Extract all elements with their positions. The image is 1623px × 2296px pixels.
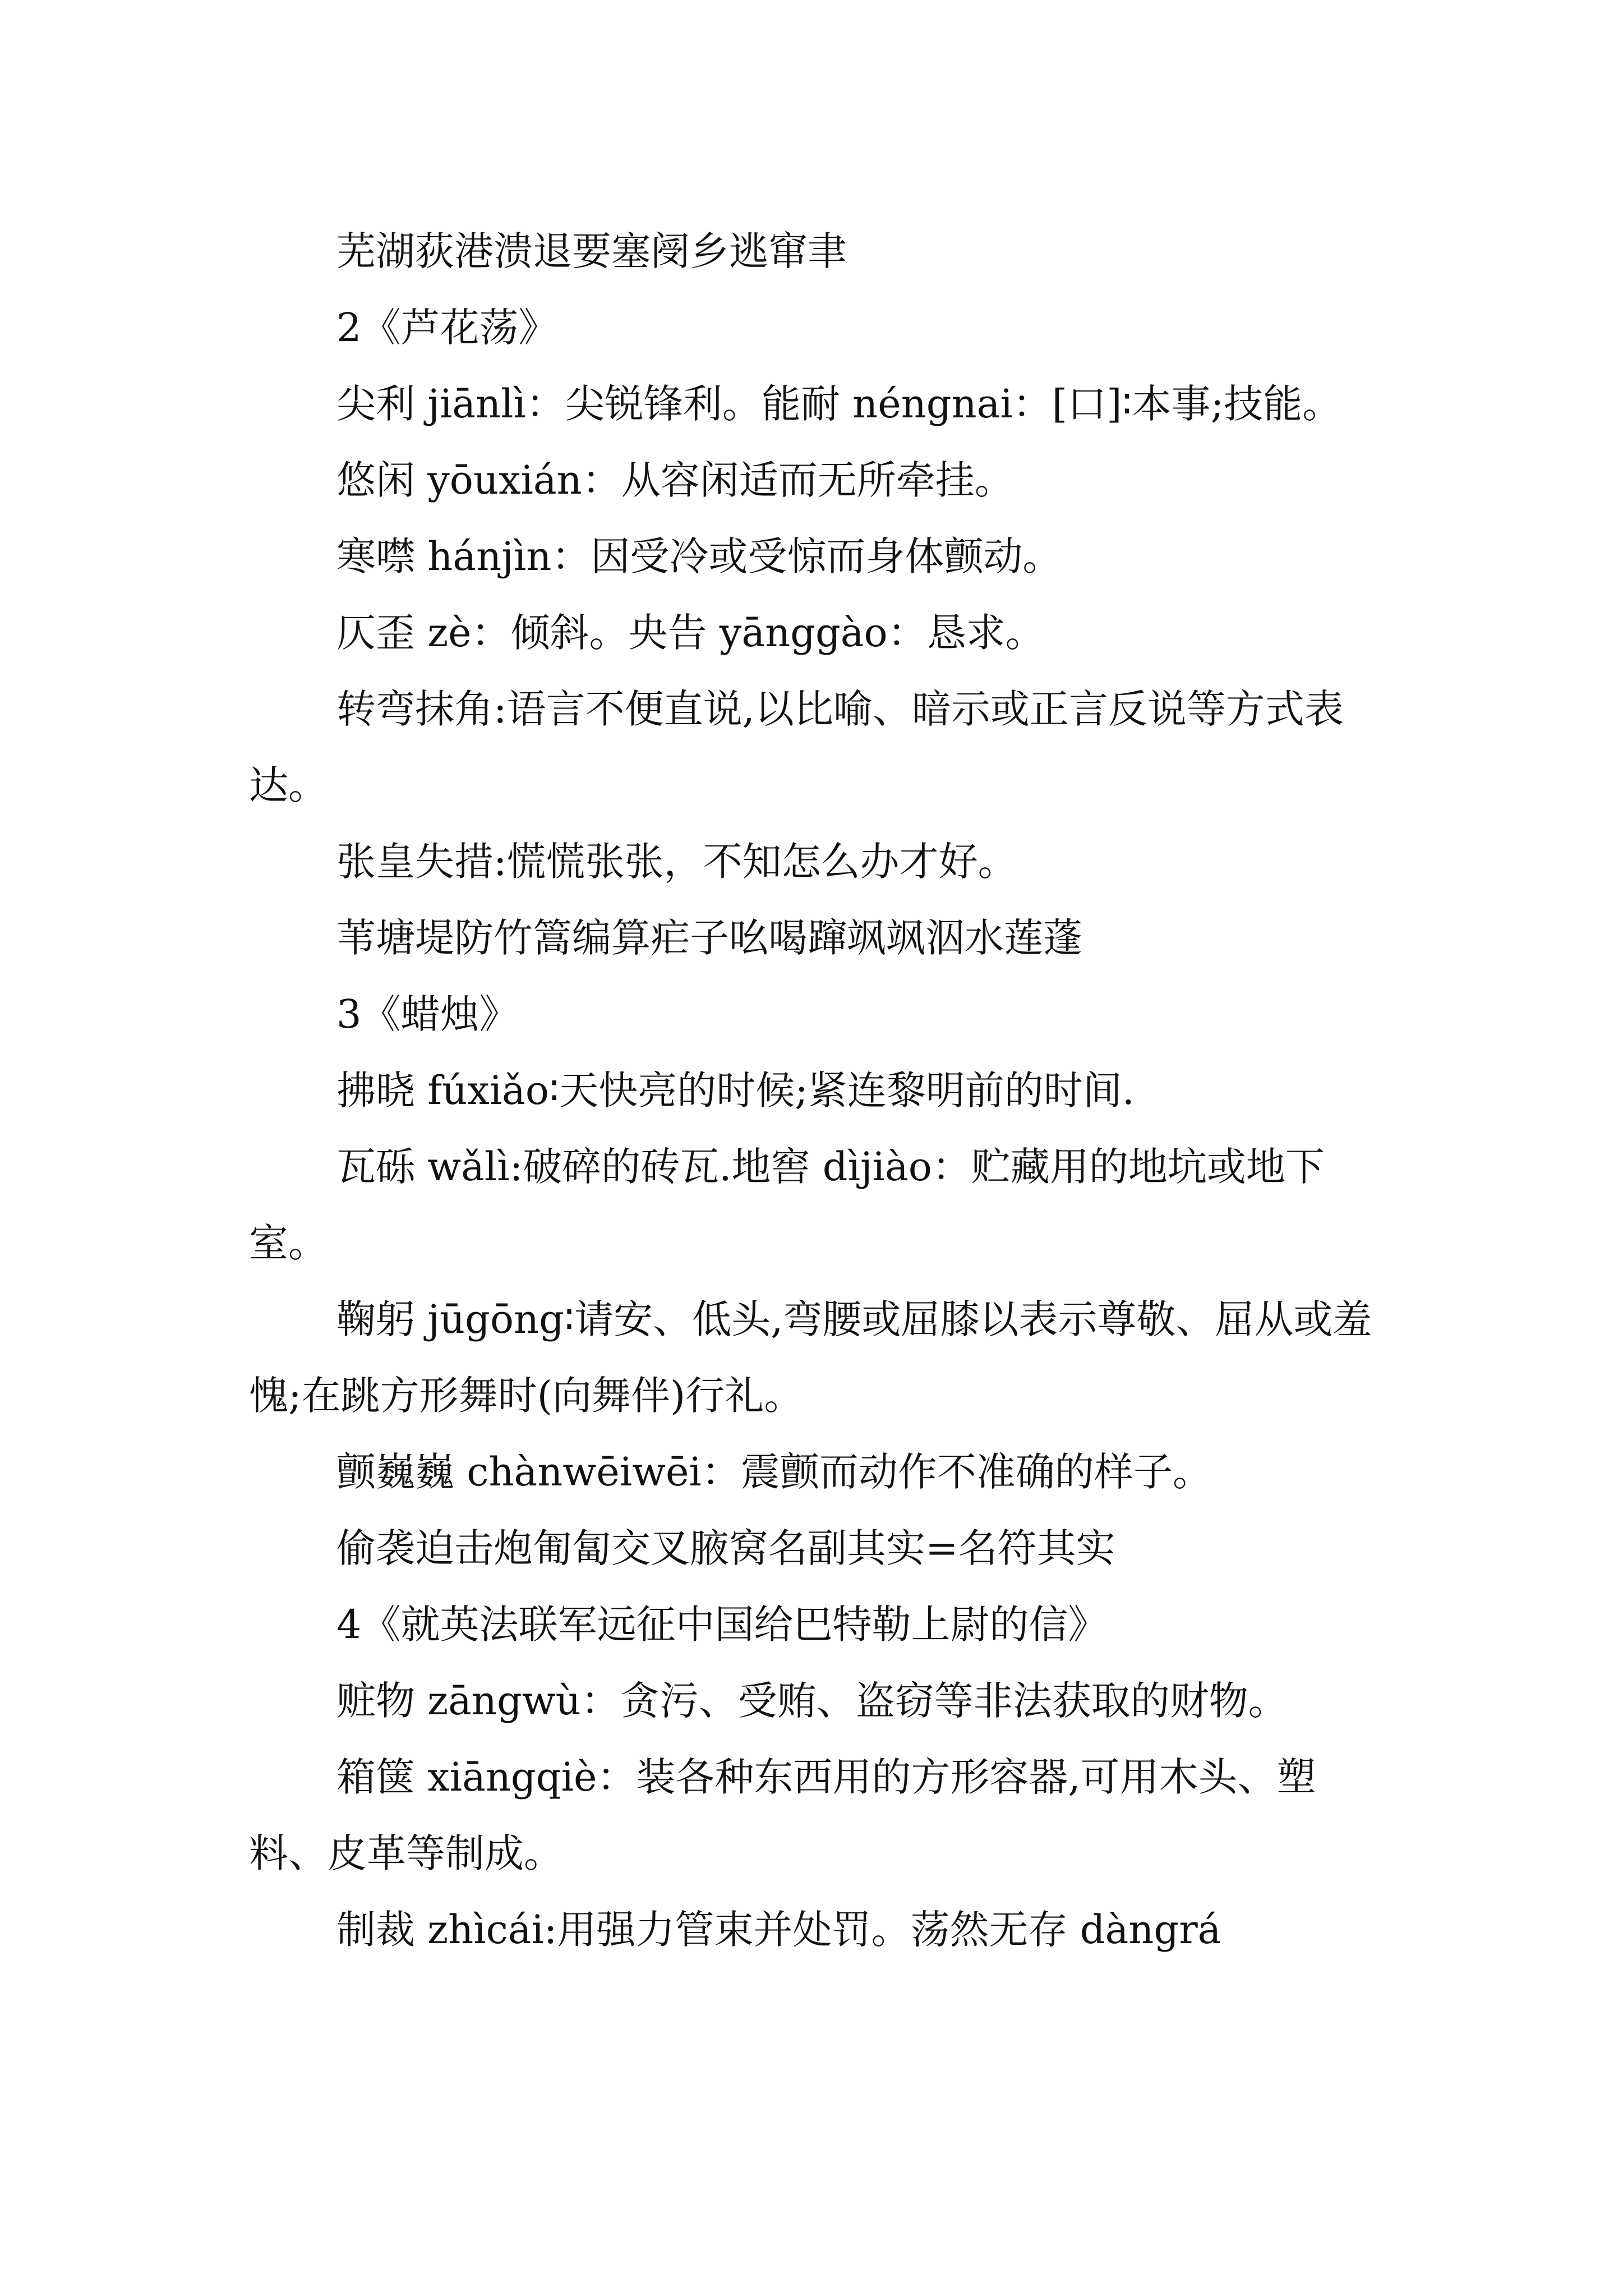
document-body (249, 213, 1376, 1968)
text-line-12: 瓦砾 wǎlì:破碎的砖瓦.地窖 dìjiào：贮藏用的地坑或地下室。 (249, 1144, 1325, 1266)
section-heading-3: 3《蜡烛》 (336, 991, 519, 1037)
text-line-3: 尖利 jiānlì：尖锐锋利。能耐 néngnai：[口]∶本事;技能。 (336, 381, 1342, 427)
text-line-11: 拂晓 fúxiǎo∶天快亮的时候;紧连黎明前的时间. (336, 1068, 1135, 1114)
text-line-7: 转弯抹角:语言不便直说,以比喻、暗示或正言反说等方式表达。 (249, 686, 1344, 808)
text-line-6: 仄歪 zè：倾斜。央告 yānggào：恳求。 (336, 610, 1045, 656)
text-line-14: 颤巍巍 chànwēiwēi：震颤而动作不准确的样子。 (336, 1449, 1212, 1495)
text-line-19: 制裁 zhìcái:用强力管束并处罚。荡然无存 dàngrá (336, 1907, 1221, 1953)
text-line-5: 寒噤 hánjìn：因受冷或受惊而身体颤动。 (336, 533, 1062, 579)
text-line-4: 悠闲 yōuxián：从容闲适而无所牵挂。 (336, 457, 1014, 503)
text-line-15: 偷袭迫击炮匍匐交叉腋窝名副其实=名符其实 (336, 1525, 1115, 1571)
text-line-13: 鞠躬 jūgōng∶请安、低头,弯腰或屈膝以表示尊敬、屈从或羞愧;在跳方形舞时(向舞伴)行礼。 (249, 1296, 1372, 1419)
text-line-1: 芜湖荻港溃退要塞阌乡逃窜聿 (336, 228, 847, 274)
text-line-9: 苇塘堤防竹篙编算疟子吆喝蹿飒飒泅水莲蓬 (336, 915, 1082, 961)
text-line-18: 箱箧 xiāngqiè：装各种东西用的方形容器,可用木头、塑料、皮革等制成。 (249, 1754, 1316, 1876)
text-line-17: 赃物 zāngwù：贪污、受贿、盗窃等非法获取的财物。 (336, 1678, 1288, 1724)
section-heading-4: 4《就英法联军远征中国给巴特勒上尉的信》 (336, 1602, 1108, 1648)
section-heading-2: 2《芦花荡》 (336, 305, 558, 351)
text-line-8: 张皇失措:慌慌张张，不知怎么办才好。 (336, 839, 1017, 885)
